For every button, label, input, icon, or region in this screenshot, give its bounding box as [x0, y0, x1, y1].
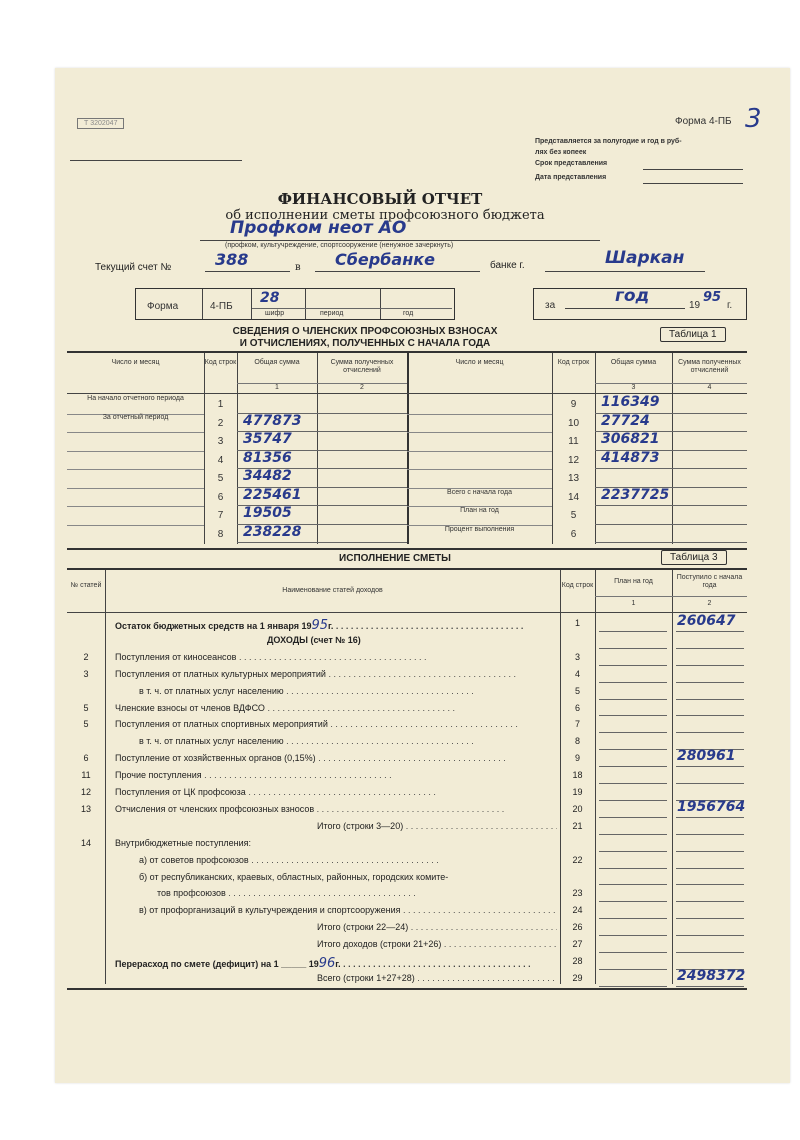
row-line: [676, 884, 744, 885]
form-box-divider: [305, 289, 306, 319]
row-code: 5: [217, 473, 224, 484]
row-code: 28: [572, 956, 583, 966]
row-num: 6: [83, 753, 89, 764]
row-line: [676, 918, 744, 919]
row-label-wrap: [317, 821, 557, 831]
row-total-value: 34482: [243, 468, 292, 484]
row-label-wrap: [115, 770, 557, 780]
row-num: 5: [83, 702, 89, 713]
table3-column-line: [595, 570, 596, 984]
row-code: 26: [572, 922, 583, 933]
section1-title-line1: СВЕДЕНИЯ О ЧЛЕНСКИХ ПРОФСОЮЗНЫХ ВЗНОСАХ: [232, 326, 498, 337]
row-label: Отчисления от членских профсоюзных взносов: [115, 803, 315, 814]
document-page: [55, 68, 790, 1083]
row-num: 12: [80, 787, 91, 797]
year-label: год: [403, 310, 414, 317]
row-line: [599, 986, 667, 987]
column-number: 4: [707, 384, 712, 391]
row-line: [599, 648, 667, 649]
section1-title-line2: И ОТЧИСЛЕНИЯХ, ПОЛУЧЕННЫХ С НАЧАЛА ГОДА: [239, 338, 491, 349]
row-label: в т. ч. от платных услуг населению: [139, 736, 284, 747]
row-code: 9: [574, 753, 580, 764]
year-value: 95: [703, 290, 722, 305]
page-subtitle: об исполнении сметы профсоюзного бюджета: [225, 208, 545, 223]
row-label: а) от советов профсоюзов: [139, 854, 249, 865]
row-line: [599, 699, 667, 700]
row-label: Всего с начала года: [447, 488, 512, 496]
table3-tag: Таблица 3: [661, 550, 727, 565]
row-line: [599, 732, 667, 733]
form-box-divider: [202, 289, 203, 319]
row-label: Итого (строки 22—24): [317, 922, 409, 933]
period-line: [565, 308, 685, 309]
row-label: Внутрибюджетные поступления:: [115, 837, 251, 848]
deadline-label: Срок представления: [535, 160, 608, 167]
deadline-line: [643, 169, 743, 170]
row-code: 11: [568, 436, 579, 447]
header-plan: План на год: [614, 578, 653, 585]
row-year-suffix: г.: [328, 621, 334, 631]
account-number: 388: [215, 250, 249, 269]
row-line: [407, 432, 552, 433]
org-line: [200, 240, 600, 241]
row-code: 21: [572, 820, 583, 831]
corner-mark: 3: [745, 104, 762, 134]
header-code: Код строк: [204, 359, 237, 366]
row-total-value: 2237725: [601, 486, 670, 503]
table1-column-line: [317, 353, 318, 544]
budget-execution-table: [67, 568, 747, 990]
account-in-label: в: [295, 262, 301, 273]
table1-column-line: [672, 353, 673, 544]
row-line: [599, 715, 667, 716]
row-label-wrap: [139, 736, 557, 746]
row-line: [676, 631, 744, 632]
row-line: [676, 648, 744, 649]
row-code: 14: [567, 491, 580, 503]
row-line: [676, 986, 744, 987]
row-total-value: 238228: [243, 523, 302, 540]
bank-line: [315, 271, 480, 272]
row-label-wrap: [115, 804, 557, 814]
header-total: Общая сумма: [254, 359, 300, 366]
row-line: [676, 901, 744, 902]
row-year: 95: [311, 618, 329, 633]
row-line: [599, 935, 667, 936]
row-code: 6: [570, 528, 577, 540]
bank-name: Сбербанке: [335, 250, 435, 269]
row-label: тов профсоюзов: [157, 888, 226, 899]
row-label: Прочие поступления: [115, 770, 202, 781]
row-code: 10: [567, 417, 580, 429]
form-code: 4-ПБ: [210, 301, 233, 312]
row-line: [599, 834, 667, 835]
form-corner-label: Форма 4-ПБ: [675, 116, 732, 127]
table1-column-line: [237, 353, 238, 544]
org-handwritten: Профком неот АО: [230, 218, 407, 238]
header-deductions: Сумма полученных отчислений: [330, 359, 394, 374]
row-total-value: 225461: [243, 486, 302, 503]
row-code: 4: [217, 454, 224, 466]
account-line: [205, 271, 290, 272]
archive-stamp: Т 3202047: [77, 118, 124, 129]
row-total-value: 27724: [601, 412, 650, 429]
city-line: [545, 271, 705, 272]
row-num: 11: [81, 770, 91, 781]
table3-column-line: [672, 570, 673, 984]
row-label-wrap: [115, 669, 557, 679]
row-line: [67, 506, 204, 507]
row-total-value: 19505: [243, 505, 292, 521]
row-label: Процент выполнения: [444, 525, 515, 533]
header-total-right: Общая сумма: [610, 359, 657, 366]
header-col1: 1: [631, 600, 636, 607]
row-line: [599, 868, 667, 869]
row-label-wrap: [317, 939, 557, 949]
row-code: 12: [567, 454, 580, 466]
row-line: [676, 783, 744, 784]
row-label-wrap: [115, 719, 557, 729]
row-num: 14: [80, 837, 91, 848]
table3-header-line: [67, 612, 747, 613]
row-code: 3: [217, 436, 224, 447]
row-received-value: 1956764: [677, 798, 746, 815]
row-line: [599, 682, 667, 683]
row-line: [599, 884, 667, 885]
row-code: 24: [572, 905, 583, 916]
row-total-value: 414873: [601, 449, 660, 466]
row-line: [67, 432, 204, 433]
row-label: в т. ч. от платных услуг населению: [139, 685, 284, 696]
header-date: Число и месяц: [111, 359, 160, 366]
row-code: 23: [572, 888, 583, 899]
row-code: 1: [574, 618, 580, 628]
header-code-right: Код строк: [557, 359, 590, 366]
row-total-value: 477873: [243, 412, 302, 429]
header-deductions-right: Сумма полученных отчислений: [678, 359, 741, 374]
row-line: [599, 800, 667, 801]
row-code: 2: [217, 417, 224, 429]
row-line: [676, 699, 744, 700]
org-caption: (профком, культучреждение, спортсооружение (ненужное зачеркнуть): [225, 242, 454, 249]
row-line: [676, 851, 744, 852]
row-line: [676, 715, 744, 716]
row-line: [599, 918, 667, 919]
row-total-value: 35747: [243, 431, 292, 447]
cipher-label: шифр: [265, 310, 285, 317]
row-label: Итого доходов (строки 21+26): [317, 939, 442, 950]
row-line: [676, 834, 744, 835]
row-code: 18: [572, 770, 583, 781]
row-line: [407, 414, 552, 415]
row-received-value: 280961: [677, 748, 736, 765]
row-line: [676, 952, 744, 953]
row-line: [407, 451, 552, 452]
period-value: год: [615, 286, 650, 306]
row-code: 8: [574, 736, 580, 747]
header-name: Наименование статей доходов: [282, 587, 383, 594]
row-code: 7: [574, 719, 580, 730]
row-label-wrap: [157, 888, 557, 898]
row-line: [676, 817, 744, 818]
row-label: На начало отчетного периода: [87, 395, 184, 402]
row-label: Поступления от платных спортивных мероприятий: [115, 719, 328, 730]
row-code: 5: [574, 685, 580, 696]
row-line: [599, 665, 667, 666]
date-line: [643, 183, 743, 184]
year-prefix: 19: [689, 300, 701, 311]
row-label: Членские взносы от членов ВДФСО: [115, 702, 265, 713]
row-line: [595, 542, 747, 543]
column-number: 2: [360, 384, 364, 391]
row-line: [676, 682, 744, 683]
row-code: 1: [217, 399, 224, 410]
row-label: Всего (строки 1+27+28): [317, 972, 415, 983]
header-received: Поступило с начала года: [676, 574, 743, 589]
account-label: Текущий счет №: [95, 262, 172, 273]
row-total-value: 116349: [601, 394, 660, 410]
contributions-table: [67, 351, 747, 550]
row-code: 8: [217, 528, 224, 540]
row-code: 5: [570, 510, 577, 521]
table3-header-subline: [595, 596, 747, 597]
row-line: [595, 524, 747, 525]
row-line: [676, 766, 744, 767]
year-suffix: г.: [727, 300, 733, 311]
row-label: За отчетный период: [102, 413, 169, 421]
row-code: 22: [572, 854, 583, 865]
row-line: [67, 451, 204, 452]
row-total-value: 306821: [601, 431, 660, 447]
row-line: [676, 732, 744, 733]
form-box-divider: [251, 289, 252, 319]
row-line: [67, 469, 204, 470]
row-label-wrap: [115, 652, 557, 662]
header-date-right: Число и месяц: [455, 359, 504, 366]
row-year-suffix: г.: [335, 959, 341, 969]
header-col2: 2: [707, 600, 712, 607]
row-label: Итого (строки 3—20): [317, 820, 404, 831]
row-line: [599, 749, 667, 750]
row-code: 20: [572, 803, 583, 814]
row-line: [599, 631, 667, 632]
row-label-wrap: [139, 686, 557, 696]
row-label: Поступления от киносеансов: [115, 651, 237, 662]
row-total-value: 81356: [243, 449, 292, 466]
row-code: 3: [574, 651, 580, 662]
row-num: 3: [83, 668, 89, 679]
row-label-wrap: [317, 973, 557, 983]
table1-column-line: [595, 353, 596, 544]
row-code: 19: [572, 787, 583, 797]
row-line: [407, 469, 552, 470]
row-received-value: 260647: [677, 613, 736, 629]
row-line: [599, 766, 667, 767]
table1-column-line: [407, 353, 409, 544]
row-line: [595, 505, 747, 506]
row-code: 29: [572, 972, 583, 983]
row-label: Поступления от ЦК профсоюза: [115, 787, 246, 797]
row-num: 2: [83, 651, 89, 662]
row-code: 9: [570, 399, 577, 410]
section2-title: ИСПОЛНЕНИЕ СМЕТЫ: [339, 553, 451, 564]
row-label-wrap: [115, 753, 557, 763]
row-label-wrap: [115, 703, 557, 713]
form-box-inner-line: [252, 308, 452, 309]
header-code: Код строк: [561, 582, 594, 589]
row-label: Остаток бюджетных средств на 1 января 19: [115, 621, 312, 631]
row-num: 13: [80, 803, 91, 814]
table3-column-line: [105, 570, 106, 984]
column-number: 3: [631, 384, 636, 391]
row-label-wrap: [267, 635, 557, 645]
row-code: 27: [572, 939, 583, 950]
cipher-value: 28: [260, 290, 280, 306]
row-line: [599, 952, 667, 953]
row-line: [599, 783, 667, 784]
row-code: 6: [217, 491, 224, 503]
row-label: Поступление от хозяйственных органов (0,15%): [115, 753, 316, 764]
form-label: Форма: [147, 301, 179, 312]
row-label: Поступления от платных культурных мероприятий: [115, 668, 326, 679]
row-num: 5: [83, 719, 89, 730]
row-label-wrap: [139, 905, 557, 915]
row-label-wrap: [139, 855, 557, 865]
row-label: б) от республиканских, краевых, областных, районных, городских комите-: [139, 871, 449, 882]
submission-line2: лях без копеек: [535, 149, 587, 156]
date-label: Дата представления: [535, 174, 607, 181]
page-title: ФИНАНСОВЫЙ ОТЧЕТ: [277, 190, 483, 208]
row-line: [676, 665, 744, 666]
period-label: период: [320, 310, 344, 317]
row-line: [599, 901, 667, 902]
row-label-wrap: [317, 922, 557, 932]
row-received-value: 2498372: [677, 967, 746, 984]
row-line: [595, 468, 747, 469]
bank-city: Шаркан: [605, 248, 685, 268]
row-label: ДОХОДЫ (счет № 16): [267, 634, 361, 645]
row-label-wrap: [115, 956, 557, 971]
row-line: [67, 488, 204, 489]
row-line: [237, 542, 407, 543]
column-number: 1: [275, 384, 279, 391]
row-code: 7: [217, 510, 224, 521]
row-label: Перерасход по смете (дефицит) на 1 _____ 19: [115, 959, 319, 969]
bank-city-label: банке г.: [490, 260, 525, 271]
row-line: [67, 525, 204, 526]
header-rule: [70, 160, 242, 161]
period-for-label: за: [545, 300, 556, 311]
row-label-wrap: [115, 787, 557, 797]
row-label-wrap: [115, 618, 557, 633]
row-label-wrap: [115, 838, 557, 848]
row-label: План на год: [460, 507, 499, 514]
form-box-divider: [380, 289, 381, 319]
row-line: [599, 851, 667, 852]
row-code: 4: [574, 668, 580, 679]
row-code: 6: [574, 702, 580, 713]
submission-line1: Представляется за полугодие и год в руб-: [535, 138, 682, 145]
row-line: [676, 868, 744, 869]
row-year: 96: [318, 956, 336, 971]
row-line: [599, 817, 667, 818]
row-code: 13: [567, 473, 580, 484]
row-line: [676, 935, 744, 936]
header-num: № статей: [70, 582, 102, 589]
row-label: в) от профорганизаций в культучреждения и спортсооружения: [139, 905, 401, 916]
table1-tag: Таблица 1: [660, 327, 726, 342]
row-label-wrap: [139, 872, 557, 882]
row-line: [599, 969, 667, 970]
